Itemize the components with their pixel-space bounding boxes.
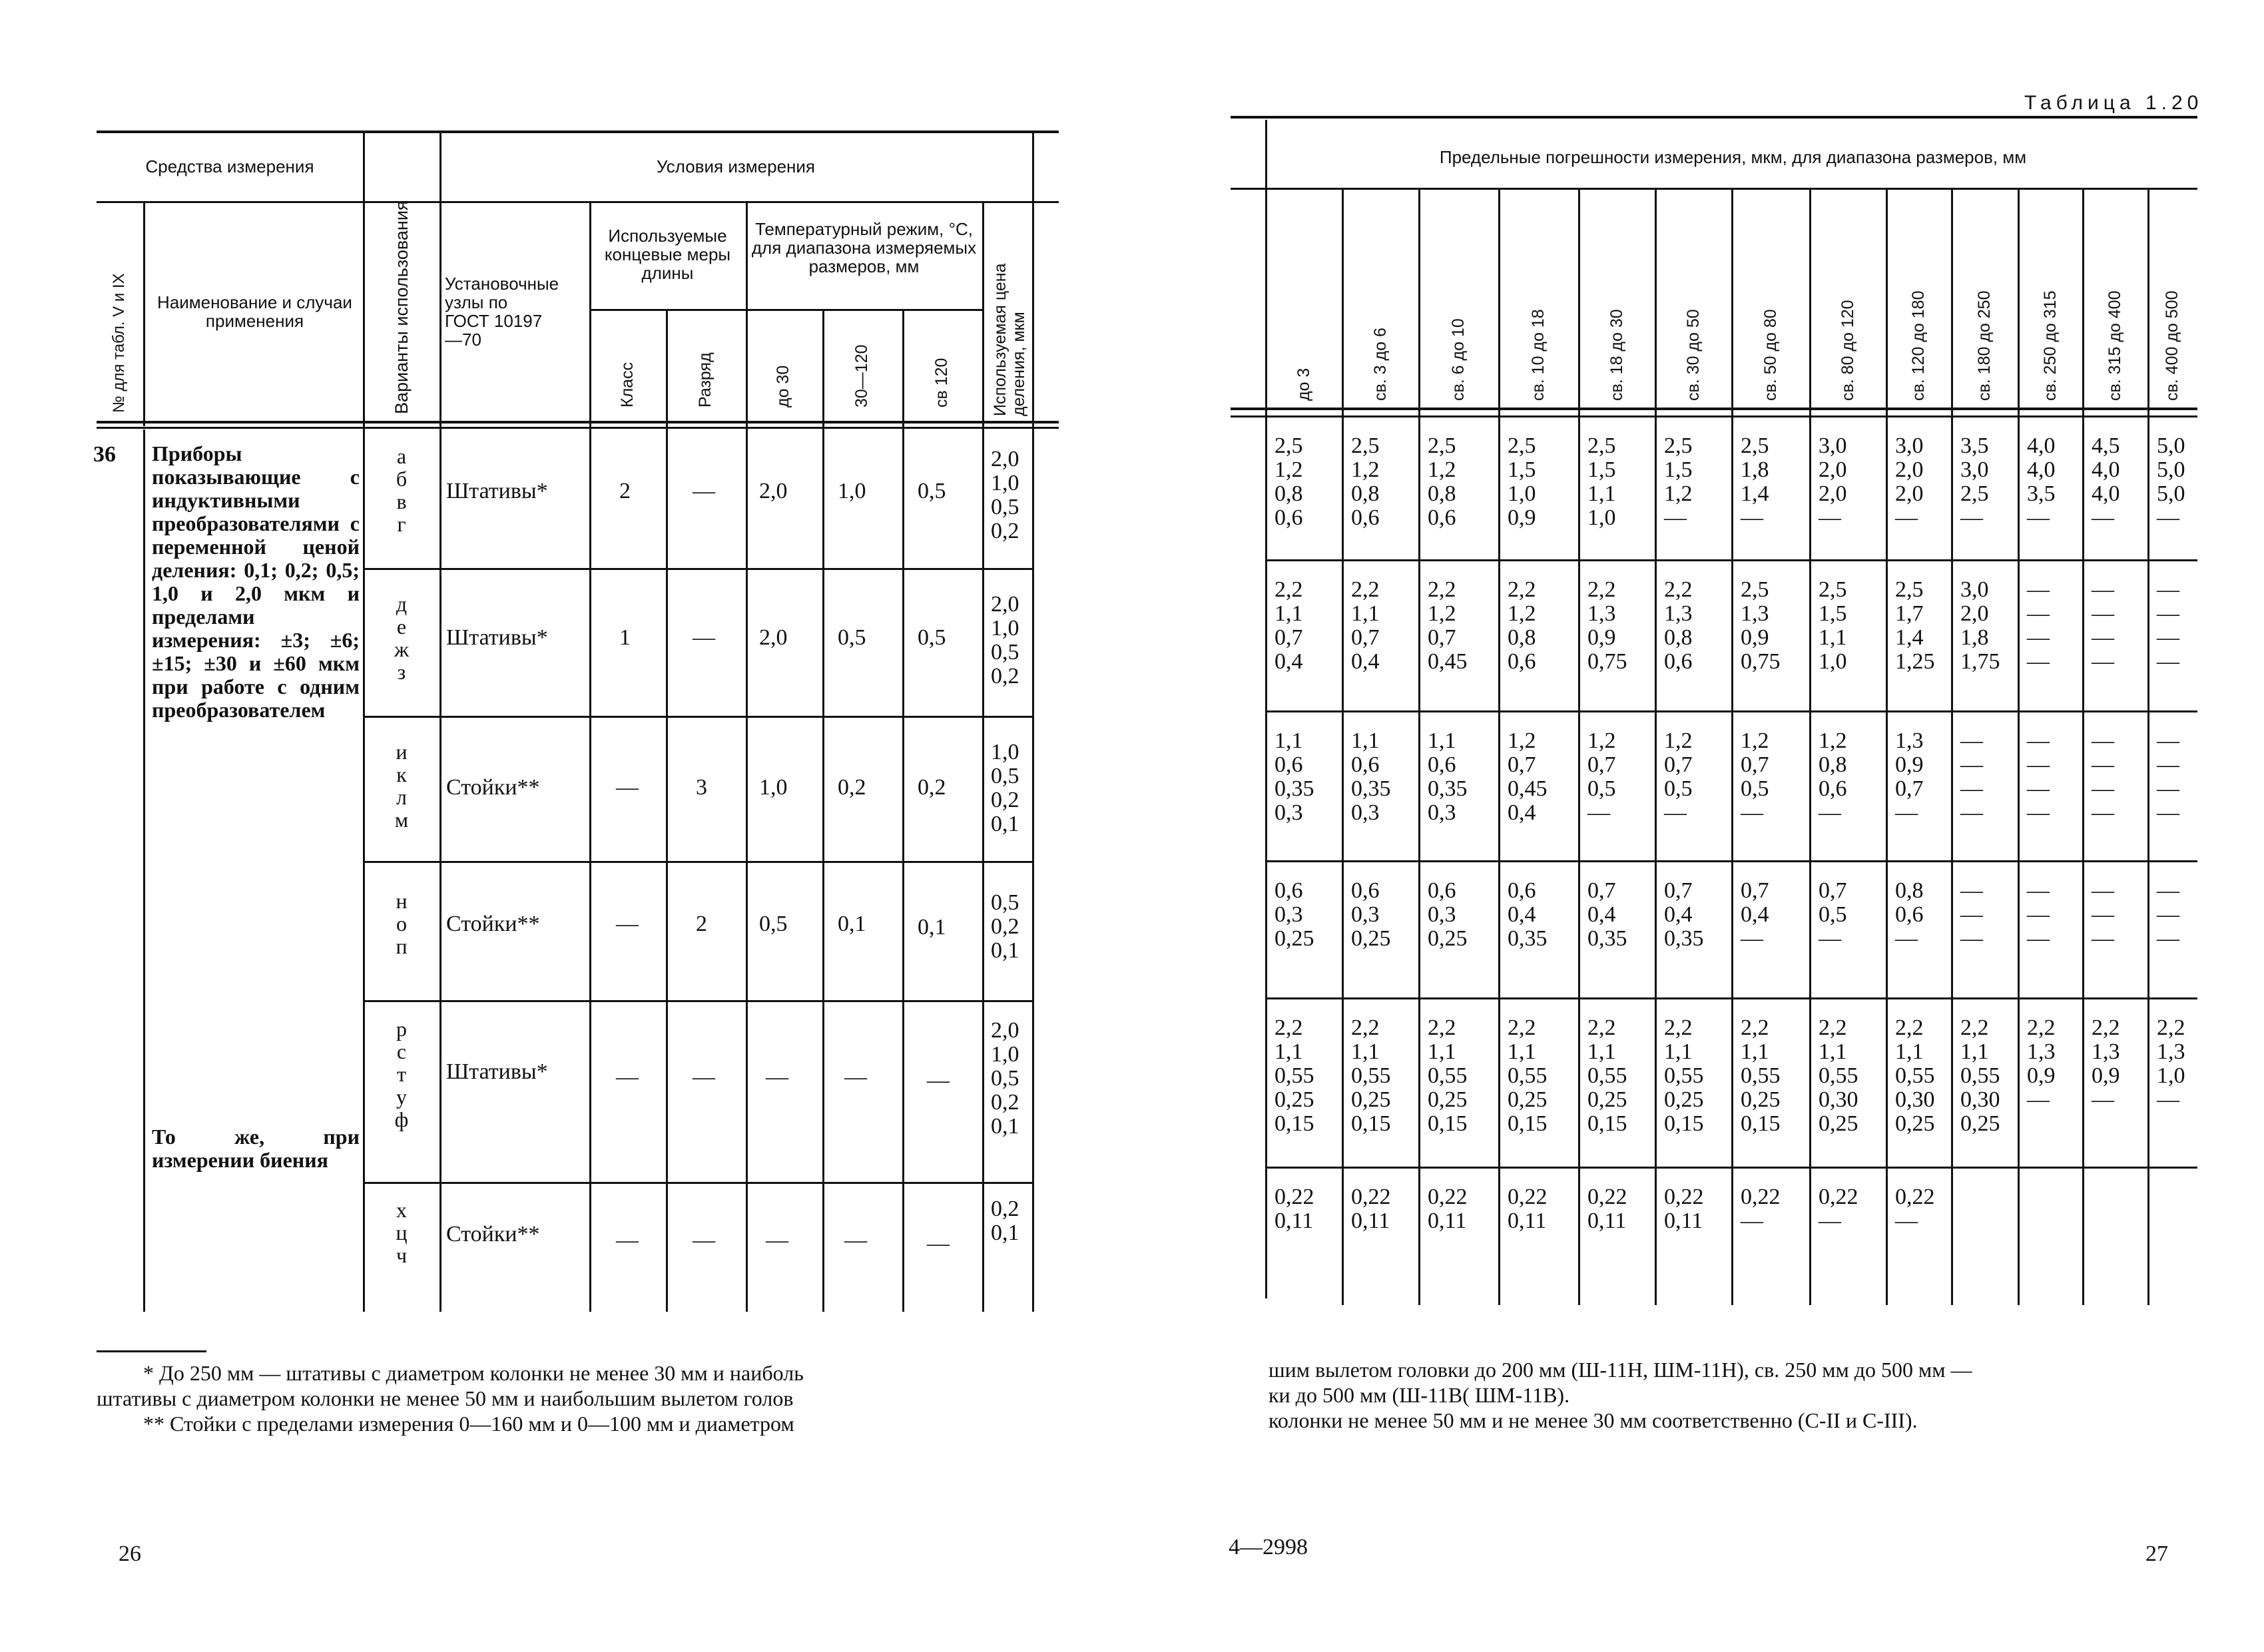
temp-t2: — [844,1228,867,1252]
header-table-no: № для табл. V и IX [110,273,128,413]
error-cell: 3,0 2,0 2,0 — [1895,433,1924,530]
footnote-3: ** Стойки с пределами измерения 0—160 мм и 0—100 мм и диаметром [143,1412,794,1436]
header-install: Установочные узлы по ГОСТ 10197—70 [445,274,559,350]
error-cell: 2,2 1,3 0,9 0,75 [1587,577,1627,674]
error-cell: 2,2 1,1 0,55 0,25 0,15 [1428,1015,1468,1136]
variant-letters: р с т у ф [394,1017,409,1131]
print-code: 4—2998 [1229,1535,1308,1559]
gauge-grade: — [693,1228,715,1252]
temp-t3: 0,1 [918,915,946,940]
error-cell: 0,6 0,3 0,25 [1428,878,1468,951]
variant-letters: а б в г [396,444,408,536]
device-description-runout: То же, при измерении биения [152,1125,360,1172]
error-cell: 2,5 1,2 0,8 0,6 [1351,433,1380,530]
variant-letters: н о п [396,889,408,958]
error-cell: 1,2 0,7 0,5 — [1587,728,1616,825]
error-cell: 5,0 5,0 5,0 — [2157,433,2185,530]
temp-t1: 1,0 [759,775,788,800]
range-header: св. 18 до 30 [1607,309,1626,401]
gauge-class: 2 [619,479,631,503]
temp-t1: 2,0 [759,479,788,503]
variant-letters: и к л м [394,740,409,832]
range-header: св. 315 до 400 [2106,290,2124,401]
error-cell: 2,2 1,1 0,55 0,30 0,25 [1895,1015,1935,1136]
header-temp: Температурный режим, °С, для диапазона измеряемых размеров, мм [751,219,977,276]
error-cell: — — — — [2092,577,2114,674]
error-cell: 2,5 1,2 0,8 0,6 [1428,433,1456,530]
install-unit: Штативы* [446,1059,548,1084]
range-header: св. 6 до 10 [1449,318,1468,401]
error-cell: 2,2 1,1 0,55 0,25 0,15 [1508,1015,1548,1136]
range-header: св. 120 до 180 [1909,290,1928,401]
error-cell: 1,1 0,6 0,35 0,3 [1428,728,1468,825]
error-cell: — — — — [2092,728,2114,825]
gauge-grade: — [693,625,715,650]
error-cell: 2,5 1,8 1,4 — [1741,433,1769,530]
error-cell: 2,5 1,5 1,0 0,9 [1508,433,1536,530]
temp-t2: 1,0 [838,479,866,503]
error-cell: 1,3 0,9 0,7 — [1895,728,1924,825]
error-cell: 2,5 1,3 0,9 0,75 [1741,577,1781,674]
range-header: св. 10 до 18 [1529,309,1548,401]
temp-t2: 0,5 [838,625,866,650]
row-number: 36 [93,442,116,467]
error-cell: 2,2 1,1 0,55 0,30 0,25 [1960,1015,2000,1136]
header-conditions: Условия измерения [657,156,815,176]
footnote-2: штативы с диаметром колонки не менее 50 мм и наибольшим вылетом голов [97,1386,794,1410]
division-values: 0,5 0,2 0,1 [991,890,1019,963]
header-name: Наименование и случаи применения [157,292,352,331]
error-cell: 1,2 0,7 0,45 0,4 [1508,728,1548,825]
header-gauges: Используемые концевые меры длины [604,226,731,283]
gauge-class: — [616,1065,639,1089]
division-values: 2,0 1,0 0,5 0,2 0,1 [991,1018,1019,1139]
error-cell: — — — [1960,878,1983,951]
gauge-grade: — [693,479,715,503]
error-cell: 2,5 1,5 1,1 1,0 [1819,577,1847,674]
error-cell: 0,6 0,3 0,25 [1351,878,1391,951]
division-values: 1,0 0,5 0,2 0,1 [991,740,1019,836]
error-cell: 2,2 1,1 0,7 0,4 [1274,577,1303,674]
division-values: 2,0 1,0 0,5 0,2 [991,592,1019,688]
range-header: св. 50 до 80 [1761,309,1780,401]
error-cell: 2,2 1,1 0,55 0,25 0,15 [1741,1015,1781,1136]
error-cell: 0,8 0,6 — [1895,878,1924,951]
header-class: Класс [618,362,637,408]
header-t2: 30—120 [852,344,871,408]
error-cell: — — — — [2157,577,2179,674]
header-division: Используемая цена деления, мкм [991,263,1028,416]
install-unit: Стойки** [446,912,540,936]
header-means: Средства измерения [145,156,314,176]
error-cell: 3,0 2,0 2,0 — [1819,433,1847,530]
error-cell: 2,2 1,1 0,7 0,4 [1351,577,1380,674]
error-cell: — — — [2092,878,2114,951]
error-cell: 1,2 0,7 0,5 — [1664,728,1693,825]
error-cell: 0,6 0,4 0,35 [1508,878,1548,951]
error-cell: 3,5 3,0 2,5 — [1960,433,1989,530]
temp-t2: 0,2 [838,775,866,800]
error-cell: 1,2 0,8 0,6 — [1819,728,1847,825]
error-cell: 0,7 0,4 0,35 [1587,878,1627,951]
gauge-class: — [616,1228,639,1252]
temp-t3: — [927,1068,950,1093]
temp-t3: 0,2 [918,775,946,800]
range-header: до 3 [1294,368,1313,401]
error-cell: 2,2 1,1 0,55 0,25 0,15 [1587,1015,1627,1136]
error-cell: 0,6 0,3 0,25 [1274,878,1314,951]
gauge-class: 1 [619,625,631,650]
range-header: св. 250 до 315 [2040,290,2060,401]
header-t1: до 30 [774,365,792,408]
install-unit: Стойки** [446,1222,540,1246]
temp-t1: — [766,1228,788,1252]
device-description: Приборы показывающие с индуктивными преобразователями с переменной ценой деления: 0,1; 0,2; 0,5; 1,0 и 2,0 мкм и пределами измерения: ±3; ±6; ±15; ±30 и ±60 мкм при работе с одним преобразователем [152,441,360,722]
table-title: Таблица 1.20 [2024,92,2203,114]
install-unit: Штативы* [446,479,548,503]
temp-t2: — [844,1065,867,1089]
footnote-continued-1: шим вылетом головки до 200 мм (Ш-11Н, ШМ-11Н), св. 250 мм до 500 мм — [1269,1358,1972,1382]
range-header: св. 30 до 50 [1683,309,1703,401]
temp-t1: 0,5 [759,912,788,936]
error-cell: 2,2 1,1 0,55 0,25 0,15 [1351,1015,1391,1136]
gauge-grade: — [693,1065,715,1089]
page-number: 27 [2145,1541,2168,1566]
division-values: 0,2 0,1 [991,1197,1019,1245]
gauge-grade: 2 [696,912,707,936]
footnote-continued-3: колонки не менее 50 мм и не менее 30 мм соответственно (С-II и С-III). [1269,1408,1918,1432]
footnote-continued-2: ки до 500 мм (Ш-11В( ШМ-11В). [1269,1383,1570,1407]
error-cell: 1,2 0,7 0,5 — [1741,728,1769,825]
error-cell: — — — — [2027,728,2050,825]
variant-letters: х ц ч [396,1198,408,1267]
error-cell: 0,7 0,5 — [1819,878,1847,951]
error-cell: — — — — [1960,728,1983,825]
error-cell: 2,2 1,1 0,55 0,30 0,25 [1819,1015,1858,1136]
temp-t1: — [766,1065,788,1089]
gauge-class: — [616,912,639,936]
error-cell: 1,1 0,6 0,35 0,3 [1351,728,1391,825]
temp-t3: 0,5 [918,625,946,650]
error-cell: 2,2 1,2 0,8 0,6 [1508,577,1536,674]
temp-t3: 0,5 [918,479,946,503]
error-cell: 0,22 0,11 [1428,1185,1468,1233]
error-cell: 0,7 0,4 — [1741,878,1769,951]
range-header: св. 180 до 250 [1975,290,1994,401]
error-cell: 3,0 2,0 1,8 1,75 [1960,577,2000,674]
variant-letters: д е ж з [394,592,410,684]
install-unit: Стойки** [446,775,540,800]
range-header: св. 400 до 500 [2162,290,2181,401]
header-t3: св 120 [932,358,951,408]
error-cell: 0,22 0,11 [1274,1185,1314,1233]
page-number: 26 [119,1541,141,1566]
error-cell: 4,0 4,0 3,5 — [2027,433,2056,530]
error-cell: — — — [2157,878,2179,951]
temp-t2: 0,1 [838,912,866,936]
install-unit: Штативы* [446,625,548,650]
error-cell: 2,2 1,1 0,55 0,25 0,15 [1664,1015,1704,1136]
error-cell: 2,2 1,3 1,0 — [2157,1015,2185,1112]
error-cell: 0,22 — [1895,1185,1935,1233]
error-cell: 2,2 1,3 0,8 0,6 [1664,577,1693,674]
error-cell: 0,22 0,11 [1508,1185,1548,1233]
gauge-class: — [616,775,639,800]
error-cell: 0,22 — [1741,1185,1781,1233]
error-cell: 4,5 4,0 4,0 — [2092,433,2120,530]
error-cell: 2,5 1,5 1,2 — [1664,433,1693,530]
error-cell: — — — — [2027,577,2050,674]
error-cell: 2,2 1,3 0,9 — [2027,1015,2056,1112]
error-cell: 0,22 0,11 [1664,1185,1704,1233]
error-cell: 0,22 — [1819,1185,1858,1233]
error-cell: 2,5 1,2 0,8 0,6 [1274,433,1303,530]
error-cell: 0,7 0,4 0,35 [1664,878,1704,951]
error-cell: 2,2 1,1 0,55 0,25 0,15 [1274,1015,1314,1136]
error-cell: 2,5 1,7 1,4 1,25 [1895,577,1935,674]
range-header: св. 80 до 120 [1838,300,1857,401]
range-header: св. 3 до 6 [1370,328,1390,401]
error-cell: — — — — [2157,728,2179,825]
error-cell: 2,5 1,5 1,1 1,0 [1587,433,1616,530]
header-grade: Разряд [696,352,714,408]
footnote-1: * До 250 мм — штативы с диаметром колонки не менее 30 мм и наиболь [143,1361,804,1385]
temp-t1: 2,0 [759,625,788,650]
gauge-grade: 3 [696,775,707,800]
error-cell: 0,22 0,11 [1351,1185,1391,1233]
error-cell: 2,2 1,2 0,7 0,45 [1428,577,1468,674]
division-values: 2,0 1,0 0,5 0,2 [991,447,1019,543]
header-variants: Варианты использования [392,200,412,414]
error-table-header: Предельные погрешности измерения, мкм, для диапазона размеров, мм [1439,147,2027,167]
error-cell: 2,2 1,3 0,9 — [2092,1015,2120,1112]
temp-t3: — [927,1231,950,1256]
error-cell: 1,1 0,6 0,35 0,3 [1274,728,1314,825]
error-cell: 0,22 0,11 [1587,1185,1627,1233]
error-cell: — — — [2027,878,2050,951]
